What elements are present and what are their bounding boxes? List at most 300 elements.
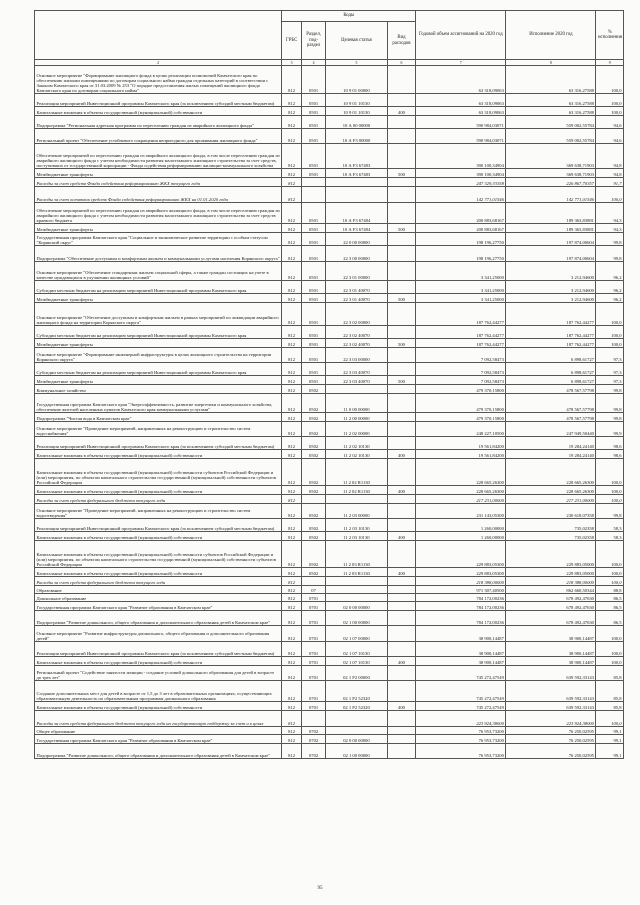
row-section: 0501 — [302, 246, 326, 262]
row-execution: 230 618,07358 — [506, 504, 596, 519]
row-target-article — [326, 594, 388, 602]
table-row — [35, 303, 624, 326]
row-name: Подпрограмма "Региональная адресная программа по переселению граждан из аварийного жилищного фонда" — [35, 116, 282, 129]
row-name: Межбюджетные трансферты — [35, 339, 282, 348]
row-expense-type — [387, 495, 416, 504]
row-execution: 478 567,57798 — [506, 394, 596, 413]
row-grbs: 812 — [282, 303, 302, 326]
row-target-article — [326, 495, 388, 504]
row-section: 0502 — [302, 394, 326, 413]
row-section: 0702 — [302, 744, 326, 759]
row-plan: 745 272,47549 — [416, 666, 506, 681]
row-name: Основное мероприятие "Проведение мероприятий, направленных на реконструкцию и строительство систем водоснабжения" — [35, 422, 282, 437]
row-target-article: 11 2 03 R1130 — [326, 568, 388, 577]
row-plan: 745 272,47549 — [416, 702, 506, 711]
row-plan: 19 561,84200 — [416, 437, 506, 450]
row-expense-type — [387, 735, 416, 744]
row-expense-type — [387, 541, 416, 568]
row-name: Реализация мероприятий Инвестиционной программы Камчатского края (за исключением субсидий местным бюджетам) — [35, 519, 282, 532]
row-section: 0501 — [302, 294, 326, 303]
row-expense-type — [387, 116, 416, 129]
row-plan: 231 143,05300 — [416, 504, 506, 519]
row-percent: 99,8 — [596, 233, 624, 246]
table-row — [35, 116, 624, 129]
row-expense-type — [387, 262, 416, 281]
row-section: 0701 — [302, 681, 326, 702]
row-section: 0502 — [302, 437, 326, 450]
row-plan: 38 900,14487 — [416, 657, 506, 666]
row-percent: 96,2 — [596, 262, 624, 281]
row-execution: 6 898,61727 — [506, 348, 596, 363]
row-execution: 639 592,33143 — [506, 666, 596, 681]
row-name: Обеспечение мероприятий по переселению граждан из аварийного жилищного фонда, в том числе переселению граждан из аварийного жилищного фонда с учетом необходимости развития малоэтажного жилищного строительства за счет средств краевого бюджета — [35, 203, 282, 224]
row-percent: 100,0 — [596, 303, 624, 326]
table-row — [35, 459, 624, 486]
row-expense-type — [387, 602, 416, 611]
row-name: Государственная программа Камчатского края "Энергоэффективность, развитие энергетики и коммунального хозяйства, обеспечение жителей населенных пунктов Камчатского края коммунальными услугами" — [35, 394, 282, 413]
row-percent: 94,6 — [596, 129, 624, 144]
row-name: Капитальные вложения в объекты государственной (муниципальной) собственности — [35, 486, 282, 495]
row-expense-type — [387, 348, 416, 363]
row-grbs: 812 — [282, 246, 302, 262]
row-section: 0702 — [302, 727, 326, 735]
row-execution: 187 762,44277 — [506, 303, 596, 326]
row-execution: 735,02358 — [506, 532, 596, 541]
row-name: Подпрограмма "Развитие дошкольного, общего образования и дополнительного образования детей в Камчатском крае" — [35, 744, 282, 759]
row-target-article: 11 2 00 00000 — [326, 413, 388, 422]
row-name: Капитальные вложения в объекты государственной (муниципальной) собственности — [35, 657, 282, 666]
row-expense-type: 400 — [387, 532, 416, 541]
row-execution: 559 002,55784 — [506, 129, 596, 144]
row-grbs: 812 — [282, 224, 302, 233]
row-plan: 187 762,44277 — [416, 303, 506, 326]
budget-table — [34, 10, 624, 759]
row-section: 0701 — [302, 594, 326, 602]
row-section: 0501 — [302, 107, 326, 116]
row-plan: 19 561,84200 — [416, 450, 506, 459]
row-expense-type: 400 — [387, 702, 416, 711]
row-section: 0501 — [302, 348, 326, 363]
header-plan: Годовой объем ассигнований на 2020 год — [416, 11, 506, 60]
row-execution: 6 898,61727 — [506, 376, 596, 385]
table-row — [35, 727, 624, 735]
row-execution: 19 284,24140 — [506, 437, 596, 450]
row-plan: 1 260,00000 — [416, 519, 506, 532]
row-section: 0501 — [302, 262, 326, 281]
row-expense-type: 500 — [387, 169, 416, 178]
row-section: 0501 — [302, 94, 326, 107]
row-section: 0701 — [302, 611, 326, 626]
table-row — [35, 681, 624, 702]
row-name: Основное мероприятие "Проведение мероприятий, направленных на реконструкцию и строительство систем водоотведения" — [35, 504, 282, 519]
row-name: Региональный проект "Обеспечение устойчивого сокращения непригодного для проживания жилищного фонда" — [35, 129, 282, 144]
header-target: Целевая статья — [326, 22, 388, 60]
row-grbs: 812 — [282, 657, 302, 666]
row-expense-type — [387, 281, 416, 294]
column-index-cell: 7 — [416, 60, 506, 66]
row-expense-type: 400 — [387, 568, 416, 577]
row-percent: 94,3 — [596, 203, 624, 224]
row-section: 0701 — [302, 657, 326, 666]
row-name: Субсидии местным бюджетам на реализацию мероприятий Инвестиционной программы Камчатского края — [35, 363, 282, 376]
table-row — [35, 541, 624, 568]
row-expense-type — [387, 203, 416, 224]
row-percent: 98,6 — [596, 450, 624, 459]
row-name: Расходы за счет средств федерального бюджета текущего года — [35, 495, 282, 504]
row-section: 0701 — [302, 602, 326, 611]
row-target-article: 10 9 01 10130 — [326, 94, 388, 107]
row-execution: 76 250,02595 — [506, 727, 596, 735]
row-grbs: 812 — [282, 422, 302, 437]
row-percent: 100,0 — [596, 577, 624, 586]
row-name: Основное мероприятие "Обеспечение стандартным жильем социальной сферы, а также граждан состоящих на учете в качестве нуждающихся в улучшении жилищных условий" — [35, 262, 282, 281]
row-plan: 198 196,27750 — [416, 246, 506, 262]
row-section — [302, 178, 326, 187]
row-plan: 76 953,73200 — [416, 744, 506, 759]
row-grbs: 812 — [282, 532, 302, 541]
row-execution: 247 949,50440 — [506, 422, 596, 437]
table-row — [35, 326, 624, 339]
row-target-article: 11 2 02 00000 — [326, 422, 388, 437]
row-target-article: 22 3 02 40070 — [326, 326, 388, 339]
row-plan: 76 953,73200 — [416, 735, 506, 744]
row-execution: 187 762,44277 — [506, 326, 596, 339]
row-expense-type — [387, 626, 416, 642]
row-target-article: 02 1 07 10130 — [326, 657, 388, 666]
table-row — [35, 437, 624, 450]
row-plan: 187 762,44277 — [416, 326, 506, 339]
row-target-article: 10 А F3 67483 — [326, 144, 388, 169]
table-row — [35, 129, 624, 144]
row-target-article: 10 А F3 00000 — [326, 129, 388, 144]
row-expense-type: 500 — [387, 294, 416, 303]
row-plan: 479 370,15800 — [416, 413, 506, 422]
row-plan: 63 318,09063 — [416, 107, 506, 116]
row-target-article: 02 1 00 00000 — [326, 611, 388, 626]
row-name: Основное мероприятие "Обеспечение доступным и комфортным жильем в рамках мероприятий по ликвидации аварийного жилищного фонда на территории Корякского округа" — [35, 303, 282, 326]
row-percent: 100,0 — [596, 326, 624, 339]
row-name: Основное мероприятие "Развитие инфраструктуры дошкольного, общего образования и дополнительного образования детей" — [35, 626, 282, 642]
row-expense-type: 400 — [387, 486, 416, 495]
table-row — [35, 233, 624, 246]
row-execution: 63 316,27588 — [506, 66, 596, 94]
row-name: Капитальные вложения в объекты государственной (муниципальной) собственности субъектов Российской Федерации и (или) мероприятия, по объектам капитального строительства государственной (муниципальной) собственности субъектов Российской Федерации — [35, 541, 282, 568]
table-row — [35, 246, 624, 262]
row-grbs: 812 — [282, 642, 302, 657]
row-execution: 226 867,70357 — [506, 178, 596, 187]
row-percent: 100,0 — [596, 459, 624, 486]
row-target-article — [326, 727, 388, 735]
row-grbs: 812 — [282, 294, 302, 303]
table-row — [35, 486, 624, 495]
row-plan: 200 883,68167 — [416, 224, 506, 233]
row-expense-type: 400 — [387, 450, 416, 459]
table-row — [35, 385, 624, 394]
row-execution: 3 212,94600 — [506, 281, 596, 294]
row-section: 0701 — [302, 642, 326, 657]
table-row — [35, 422, 624, 437]
row-name: Подпрограмма "Развитие дошкольного, общего образования и дополнительного образования детей в Камчатском крае" — [35, 611, 282, 626]
row-plan: 38 900,14487 — [416, 642, 506, 657]
row-section: 07 — [302, 586, 326, 594]
row-expense-type — [387, 642, 416, 657]
row-plan: 63 318,09063 — [416, 66, 506, 94]
row-name: Расходы за счет остатков средств Фонда содействия реформированию ЖКХ на 01.01.2020 года — [35, 187, 282, 203]
row-section: 0501 — [302, 203, 326, 224]
row-section: 0701 — [302, 626, 326, 642]
row-execution: 76 250,02595 — [506, 735, 596, 744]
row-percent: 100,0 — [596, 187, 624, 203]
table-row — [35, 532, 624, 541]
row-section: 0501 — [302, 363, 326, 376]
row-execution: 735,02358 — [506, 519, 596, 532]
row-section: 0702 — [302, 735, 326, 744]
row-percent: 96,2 — [596, 294, 624, 303]
row-expense-type — [387, 744, 416, 759]
table-row — [35, 602, 624, 611]
table-row — [35, 363, 624, 376]
row-execution: 197 874,00604 — [506, 246, 596, 262]
row-plan: 76 953,73200 — [416, 727, 506, 735]
row-percent: 99,1 — [596, 735, 624, 744]
row-target-article — [326, 577, 388, 586]
table-row — [35, 281, 624, 294]
row-name: Капитальные вложения в объекты государственной (муниципальной) собственности — [35, 107, 282, 116]
row-name: Государственная программа Камчатского края "Социальное и экономическое развитие территории с особым статусом "Корякский округ" — [35, 233, 282, 246]
row-name: Создание дополнительных мест для детей в возрасте от 1,5 до 3 лет в образовательных организациях, осуществляющих образовательную деятельность по образовательным программам дошкольного образования — [35, 681, 282, 702]
row-percent: 100,0 — [596, 626, 624, 642]
row-name: Расходы за счет средств федерального бюджета текущего года на государственную поддержку за счет и в целях — [35, 711, 282, 727]
row-expense-type — [387, 666, 416, 681]
table-row — [35, 94, 624, 107]
row-percent: 99,8 — [596, 504, 624, 519]
row-section: 0502 — [302, 459, 326, 486]
row-plan: 223 924,38000 — [416, 711, 506, 727]
row-section: 0502 — [302, 486, 326, 495]
row-section: 0502 — [302, 504, 326, 519]
row-section: 0501 — [302, 339, 326, 348]
row-percent: 94,8 — [596, 169, 624, 178]
row-section — [302, 577, 326, 586]
table-row — [35, 294, 624, 303]
row-section: 0501 — [302, 376, 326, 385]
row-grbs: 812 — [282, 394, 302, 413]
row-percent: 99,8 — [596, 246, 624, 262]
row-percent: 99,8 — [596, 385, 624, 394]
row-plan: 479 370,15800 — [416, 394, 506, 413]
header-grbs: ГРБС — [282, 22, 302, 60]
row-grbs: 812 — [282, 437, 302, 450]
row-expense-type — [387, 459, 416, 486]
row-execution: 369 638,71903 — [506, 169, 596, 178]
row-expense-type — [387, 681, 416, 702]
row-target-article: 22 3 01 40070 — [326, 294, 388, 303]
table-row — [35, 702, 624, 711]
row-target-article: 10 А F3 67483 — [326, 169, 388, 178]
row-expense-type — [387, 66, 416, 94]
header-exec: Исполнение 2020 год — [506, 11, 596, 60]
row-expense-type — [387, 413, 416, 422]
row-percent: 86,5 — [596, 594, 624, 602]
row-expense-type: 500 — [387, 376, 416, 385]
row-target-article: 02 0 00 00000 — [326, 735, 388, 744]
row-grbs: 812 — [282, 744, 302, 759]
row-target-article: 22 3 03 40070 — [326, 363, 388, 376]
row-expense-type — [387, 577, 416, 586]
row-grbs: 812 — [282, 495, 302, 504]
row-plan: 142 771,01546 — [416, 187, 506, 203]
table-row — [35, 224, 624, 233]
row-execution: 19 284,24140 — [506, 450, 596, 459]
row-grbs: 812 — [282, 233, 302, 246]
row-target-article: 22 3 02 00000 — [326, 303, 388, 326]
row-plan: 228 665,26300 — [416, 459, 506, 486]
row-execution: 228 665,26300 — [506, 486, 596, 495]
row-name: Подпрограмма "Обеспечение доступным и комфортным жильем и коммунальными услугами населения Корякского округа" — [35, 246, 282, 262]
row-target-article — [326, 711, 388, 727]
row-execution: 189 363,83881 — [506, 203, 596, 224]
row-target-article: 02 1 P2 00000 — [326, 666, 388, 681]
row-expense-type — [387, 233, 416, 246]
row-percent: 99,9 — [596, 422, 624, 437]
table-row — [35, 711, 624, 727]
row-name: Межбюджетные трансферты — [35, 294, 282, 303]
row-grbs: 812 — [282, 348, 302, 363]
row-expense-type: 500 — [387, 339, 416, 348]
row-execution: 3 212,94600 — [506, 294, 596, 303]
column-index-cell: 8 — [506, 60, 596, 66]
row-expense-type — [387, 94, 416, 107]
row-execution: 38 900,14487 — [506, 642, 596, 657]
row-execution: 197 874,00604 — [506, 233, 596, 246]
row-grbs: 812 — [282, 541, 302, 568]
row-execution: 189 363,83881 — [506, 224, 596, 233]
row-plan: 229 883,05300 — [416, 541, 506, 568]
row-plan: 971 307,40500 — [416, 586, 506, 594]
row-target-article: 22 3 01 40070 — [326, 281, 388, 294]
row-target-article: 02 1 P2 52320 — [326, 681, 388, 702]
row-grbs: 812 — [282, 594, 302, 602]
row-execution: 678 492,47630 — [506, 611, 596, 626]
row-target-article: 02 1 07 00000 — [326, 626, 388, 642]
row-grbs: 812 — [282, 504, 302, 519]
row-percent: 58,3 — [596, 532, 624, 541]
row-expense-type — [387, 187, 416, 203]
row-execution: 142 771,01546 — [506, 187, 596, 203]
row-execution: 3 212,94600 — [506, 262, 596, 281]
row-execution: 639 592,33143 — [506, 702, 596, 711]
row-section: 0501 — [302, 66, 326, 94]
row-expense-type — [387, 385, 416, 394]
table-row — [35, 107, 624, 116]
row-target-article: 22 3 01 00000 — [326, 262, 388, 281]
row-plan: 784 172,00236 — [416, 594, 506, 602]
row-name: Образование — [35, 586, 282, 594]
row-plan: 247 329,33358 — [416, 178, 506, 187]
row-grbs: 812 — [282, 626, 302, 642]
row-name: Государственная программа Камчатского края "Развитие образования в Камчатском крае" — [35, 602, 282, 611]
row-expense-type — [387, 326, 416, 339]
row-expense-type — [387, 363, 416, 376]
row-target-article: 10 9 01 10130 — [326, 107, 388, 116]
row-name: Капитальные вложения в объекты государственной (муниципальной) собственности — [35, 702, 282, 711]
row-name: Субсидии местным бюджетам на реализацию мероприятий Инвестиционной программы Камчатского края — [35, 281, 282, 294]
row-execution: 229 883,05000 — [506, 568, 596, 577]
row-percent: 85,8 — [596, 666, 624, 681]
row-percent: 98,6 — [596, 437, 624, 450]
row-grbs: 812 — [282, 116, 302, 129]
row-section — [302, 711, 326, 727]
row-section: 0701 — [302, 666, 326, 681]
table-row — [35, 735, 624, 744]
table-row — [35, 657, 624, 666]
row-execution: 63 316,27588 — [506, 107, 596, 116]
row-grbs: 812 — [282, 66, 302, 94]
table-row — [35, 203, 624, 224]
row-plan: 187 762,44277 — [416, 339, 506, 348]
row-plan: 248 227,10500 — [416, 422, 506, 437]
row-target-article: 10 9 01 00000 — [326, 66, 388, 94]
row-plan: 200 883,68167 — [416, 203, 506, 224]
row-grbs: 812 — [282, 727, 302, 735]
row-plan: 229 883,05300 — [416, 568, 506, 577]
row-target-article — [326, 385, 388, 394]
table-row — [35, 66, 624, 94]
row-target-article: 02 1 07 10130 — [326, 642, 388, 657]
row-execution: 478 567,57798 — [506, 385, 596, 394]
row-expense-type — [387, 586, 416, 594]
row-grbs: 812 — [282, 385, 302, 394]
page-number: 95 — [317, 886, 323, 891]
row-plan: 63 318,09063 — [416, 94, 506, 107]
row-target-article: 10 А F3 67484 — [326, 203, 388, 224]
row-percent: 100,0 — [596, 339, 624, 348]
row-target-article: 11 2 02 10130 — [326, 437, 388, 450]
row-plan: 590 984,03071 — [416, 129, 506, 144]
row-grbs: 812 — [282, 178, 302, 187]
row-execution: 223 924,38000 — [506, 711, 596, 727]
row-percent: 99,8 — [596, 413, 624, 422]
row-section: 0501 — [302, 303, 326, 326]
row-grbs: 812 — [282, 702, 302, 711]
table-row — [35, 666, 624, 681]
table-row — [35, 339, 624, 348]
column-index-cell: 6 — [387, 60, 416, 66]
row-percent: 97,3 — [596, 348, 624, 363]
row-plan: 745 272,47549 — [416, 681, 506, 702]
row-expense-type — [387, 422, 416, 437]
row-expense-type — [387, 394, 416, 413]
row-name: Реализация мероприятий Инвестиционной программы Камчатского края (за исключением субсидий местным бюджетам) — [35, 437, 282, 450]
table-row — [35, 495, 624, 504]
row-section: 0502 — [302, 519, 326, 532]
row-section: 0502 — [302, 450, 326, 459]
row-plan: 38 900,14487 — [416, 626, 506, 642]
row-target-article: 11 2 02 R1130 — [326, 486, 388, 495]
header-pct: % исполнения — [596, 11, 624, 60]
header-exptype: Вид расходов — [387, 22, 416, 60]
row-name: Капитальные вложения в объекты государственной (муниципальной) собственности — [35, 568, 282, 577]
table-row — [35, 413, 624, 422]
row-name: Расходы за счет средств федерального бюджета текущего года — [35, 577, 282, 586]
row-grbs: 812 — [282, 363, 302, 376]
row-target-article: 02 1 00 00000 — [326, 744, 388, 759]
row-target-article: 22 3 03 40070 — [326, 376, 388, 385]
row-execution: 217 231,00000 — [506, 495, 596, 504]
row-expense-type — [387, 727, 416, 735]
row-grbs: 812 — [282, 262, 302, 281]
row-grbs: 812 — [282, 339, 302, 348]
